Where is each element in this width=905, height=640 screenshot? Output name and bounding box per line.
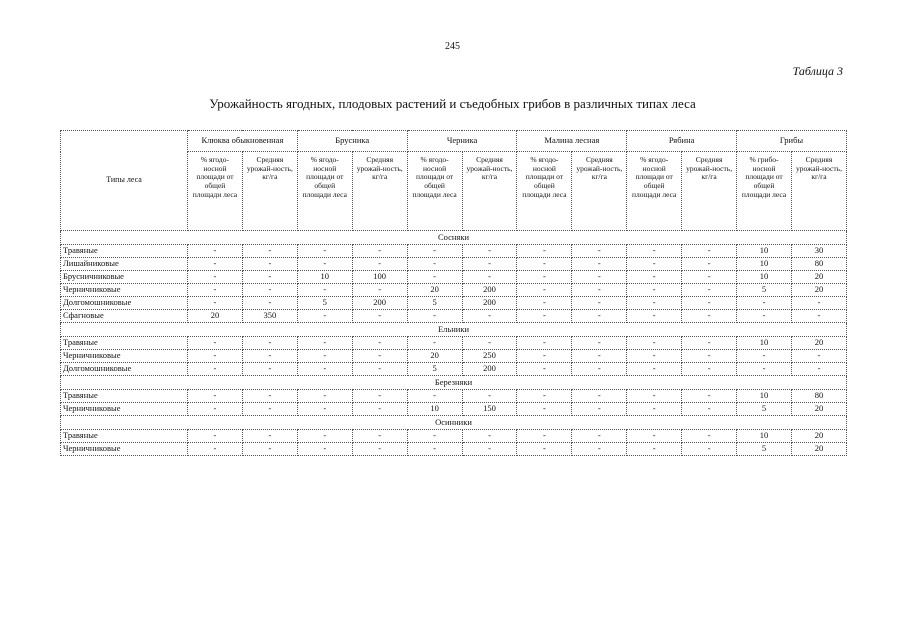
value-cell: - [682,350,737,363]
value-cell: - [572,443,627,456]
value-cell: - [517,258,572,271]
value-cell: - [352,443,407,456]
forest-type-cell: Долгомошниковые [61,363,188,376]
value-cell: 200 [462,284,517,297]
value-cell: - [572,337,627,350]
group-header-rowan: Рябина [627,131,737,152]
value-cell: - [627,297,682,310]
value-cell: 350 [242,310,297,323]
value-cell: - [682,245,737,258]
value-cell: - [352,284,407,297]
value-cell: 20 [791,337,846,350]
value-cell: - [737,363,792,376]
value-cell: 10 [737,271,792,284]
forest-type-cell: Травяные [61,337,188,350]
value-cell: - [242,258,297,271]
value-cell: 5 [407,363,462,376]
value-cell: 10 [737,245,792,258]
yield-table [60,130,847,456]
value-cell: - [242,245,297,258]
value-cell: - [407,310,462,323]
forest-type-cell: Сфагновые [61,310,188,323]
value-cell: - [517,297,572,310]
value-cell: - [242,350,297,363]
value-cell: - [352,337,407,350]
subheader-share: % ягодо-носной площади от общей площади леса [188,152,243,231]
value-cell: - [242,271,297,284]
table-row [61,258,847,271]
value-cell: 5 [737,284,792,297]
forest-type-cell: Черничниковые [61,350,188,363]
value-cell: - [517,403,572,416]
table-row [61,363,847,376]
value-cell: - [682,271,737,284]
subheader-share: % ягодо-носной площади от общей площади леса [407,152,462,231]
value-cell: 20 [188,310,243,323]
value-cell: 10 [737,258,792,271]
value-cell: - [517,284,572,297]
value-cell: 5 [737,443,792,456]
value-cell: - [572,403,627,416]
value-cell: - [791,350,846,363]
forest-types-header: Типы леса [61,131,188,231]
value-cell: - [297,337,352,350]
value-cell: - [188,390,243,403]
value-cell: - [352,390,407,403]
value-cell: - [791,297,846,310]
value-cell: - [407,258,462,271]
value-cell: - [242,443,297,456]
value-cell: - [188,430,243,443]
forest-type-cell: Травяные [61,245,188,258]
value-cell: 5 [407,297,462,310]
group-header-bilberry: Черника [407,131,517,152]
value-cell: - [627,245,682,258]
value-cell: - [188,271,243,284]
table-title: Урожайность ягодных, плодовых растений и съедобных грибов в различных типах леса [209,96,696,111]
value-cell: - [242,284,297,297]
value-cell: 20 [791,284,846,297]
value-cell: - [297,258,352,271]
group-header-lingonberry: Брусника [297,131,407,152]
value-cell: - [352,310,407,323]
value-cell: - [682,284,737,297]
value-cell: - [297,310,352,323]
value-cell: - [517,390,572,403]
value-cell: - [517,430,572,443]
value-cell: - [682,403,737,416]
value-cell: - [627,403,682,416]
value-cell: - [682,310,737,323]
value-cell: 80 [791,390,846,403]
value-cell: - [242,390,297,403]
table-body [61,231,847,456]
value-cell: - [627,390,682,403]
section-title: Сосняки [61,231,847,245]
value-cell: 10 [407,403,462,416]
value-cell: - [188,284,243,297]
group-header-mushrooms: Грибы [737,131,847,152]
value-cell: - [188,443,243,456]
value-cell: - [627,443,682,456]
value-cell: - [188,245,243,258]
value-cell: - [791,363,846,376]
value-cell: - [352,403,407,416]
value-cell: 200 [352,297,407,310]
value-cell: 150 [462,403,517,416]
subheader-yield: Средняя урожай-ность, кг/га [791,152,846,231]
value-cell: 5 [737,403,792,416]
value-cell: 10 [737,337,792,350]
subheader-yield: Средняя урожай-ность, кг/га [462,152,517,231]
value-cell: - [682,430,737,443]
value-cell: - [242,337,297,350]
value-cell: - [572,297,627,310]
value-cell: - [188,350,243,363]
value-cell: - [737,310,792,323]
section-row [61,231,847,245]
table-row [61,403,847,416]
value-cell: - [682,297,737,310]
value-cell: 20 [407,350,462,363]
value-cell: 5 [297,297,352,310]
subheader-share: % ягодо-носной площади от общей площади леса [627,152,682,231]
value-cell: - [517,443,572,456]
value-cell: - [682,390,737,403]
value-cell: - [627,350,682,363]
value-cell: - [517,337,572,350]
value-cell: - [242,430,297,443]
value-cell: 10 [737,390,792,403]
value-cell: 200 [462,363,517,376]
value-cell: - [627,271,682,284]
value-cell: - [462,258,517,271]
section-title: Ельники [61,323,847,337]
section-row [61,376,847,390]
value-cell: - [188,337,243,350]
value-cell: - [407,337,462,350]
forest-type-cell: Черничниковые [61,284,188,297]
value-cell: - [572,271,627,284]
value-cell: - [682,258,737,271]
section-row [61,416,847,430]
value-cell: - [517,245,572,258]
table-row [61,443,847,456]
value-cell: - [517,363,572,376]
forest-type-cell: Травяные [61,430,188,443]
value-cell: - [188,297,243,310]
forest-type-cell: Травяные [61,390,188,403]
value-cell: - [517,271,572,284]
forest-type-cell: Лишайниковые [61,258,188,271]
value-cell: 20 [791,443,846,456]
value-cell: - [297,350,352,363]
subheader-share: % ягодо-носной площади от общей площади леса [297,152,352,231]
forest-type-cell: Брусничниковые [61,271,188,284]
value-cell: - [242,297,297,310]
subheader-share: % ягодо-носной площади от общей площади леса [517,152,572,231]
value-cell: - [572,284,627,297]
value-cell: - [462,245,517,258]
value-cell: 200 [462,297,517,310]
value-cell: 20 [791,271,846,284]
subheader-yield: Средняя урожай-ность, кг/га [682,152,737,231]
value-cell: - [462,443,517,456]
value-cell: - [352,245,407,258]
value-cell: - [407,430,462,443]
value-cell: - [188,363,243,376]
section-title: Березняки [61,376,847,390]
value-cell: - [572,430,627,443]
value-cell: - [627,284,682,297]
value-cell: - [352,258,407,271]
value-cell: - [297,363,352,376]
value-cell: - [737,297,792,310]
value-cell: - [682,363,737,376]
value-cell: 100 [352,271,407,284]
value-cell: 250 [462,350,517,363]
page-number: 245 [445,41,460,52]
value-cell: - [407,271,462,284]
value-cell: - [462,390,517,403]
value-cell: - [242,363,297,376]
value-cell: 10 [737,430,792,443]
forest-type-cell: Черничниковые [61,403,188,416]
subheader-yield: Средняя урожай-ность, кг/га [242,152,297,231]
section-row [61,323,847,337]
value-cell: - [682,337,737,350]
group-header-raspberry: Малина лесная [517,131,627,152]
value-cell: - [188,403,243,416]
value-cell: - [572,363,627,376]
value-cell: - [572,310,627,323]
value-cell: - [297,430,352,443]
value-cell: 20 [791,430,846,443]
value-cell: - [407,245,462,258]
subheader-yield: Средняя урожай-ность, кг/га [352,152,407,231]
value-cell: - [407,390,462,403]
value-cell: 20 [407,284,462,297]
table-row [61,350,847,363]
value-cell: - [627,363,682,376]
value-cell: - [627,430,682,443]
value-cell: - [572,390,627,403]
value-cell: - [462,430,517,443]
value-cell: 10 [297,271,352,284]
table-label: Таблица 3 [792,64,843,78]
value-cell: - [462,337,517,350]
value-cell: 20 [791,403,846,416]
value-cell: - [517,310,572,323]
value-cell: - [627,337,682,350]
value-cell: 80 [791,258,846,271]
value-cell: - [682,443,737,456]
value-cell: - [297,443,352,456]
table-row [61,297,847,310]
value-cell: - [297,284,352,297]
table-row [61,271,847,284]
subheader-share: % грибо-носной площади от общей площади леса [737,152,792,231]
value-cell: - [188,258,243,271]
group-header-cranberry: Клюква обыкновенная [188,131,298,152]
value-cell: - [352,430,407,443]
value-cell: - [572,258,627,271]
value-cell: - [242,403,297,416]
value-cell: - [462,271,517,284]
table-row [61,245,847,258]
forest-type-cell: Черничниковые [61,443,188,456]
value-cell: - [572,350,627,363]
section-title: Осинники [61,416,847,430]
table-row [61,284,847,297]
value-cell: - [572,245,627,258]
value-cell: - [737,350,792,363]
value-cell: - [297,390,352,403]
table-row [61,337,847,350]
value-cell: - [352,350,407,363]
value-cell: 30 [791,245,846,258]
value-cell: - [517,350,572,363]
value-cell: - [297,403,352,416]
forest-type-cell: Долгомошниковые [61,297,188,310]
value-cell: - [462,310,517,323]
table-row [61,310,847,323]
value-cell: - [627,258,682,271]
value-cell: - [297,245,352,258]
value-cell: - [352,363,407,376]
table-row [61,430,847,443]
value-cell: - [407,443,462,456]
subheader-yield: Средняя урожай-ность, кг/га [572,152,627,231]
table-row [61,390,847,403]
value-cell: - [791,310,846,323]
value-cell: - [627,310,682,323]
